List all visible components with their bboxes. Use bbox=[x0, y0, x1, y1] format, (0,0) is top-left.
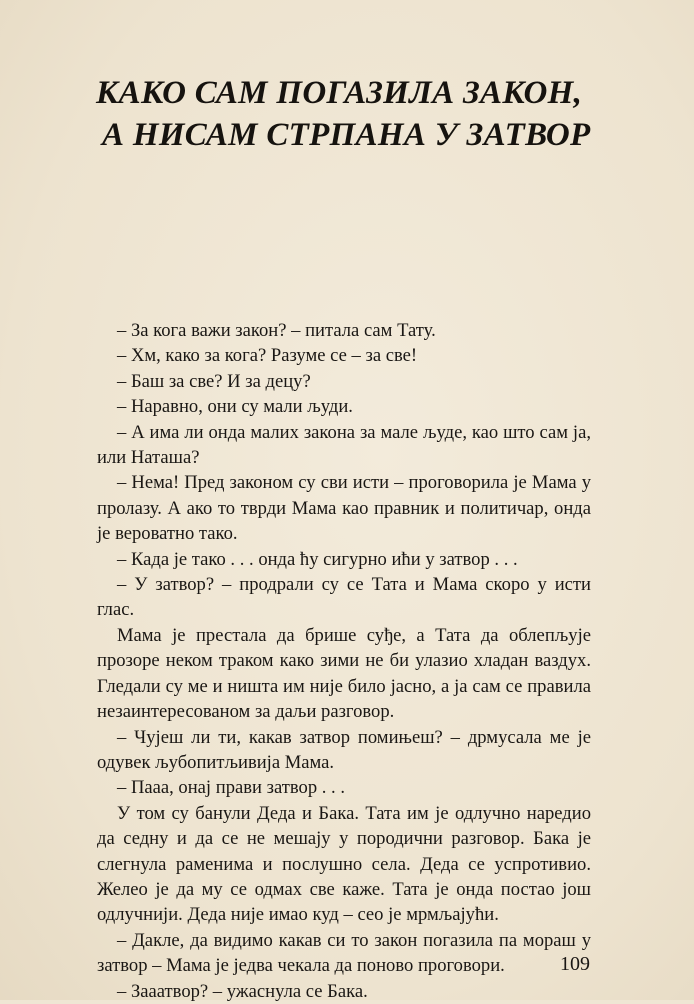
chapter-title-line-2: А НИСАМ СТРПАНА У ЗАТВОР bbox=[102, 117, 591, 153]
chapter-title-line-1: КАКО САМ ПОГАЗИЛА ЗАКОН, bbox=[96, 75, 583, 111]
paragraph: – Чујеш ли ти, какав затвор помињеш? – дрмусала ме је одувек љубопитљивија Мама. bbox=[97, 726, 591, 773]
paragraph: – Када је тако . . . онда ћу сигурно ићи у затвор . . . bbox=[117, 548, 518, 570]
paragraph: – За кога важи закон? – питала сам Тату. bbox=[117, 320, 436, 341]
body-text bbox=[97, 318, 591, 1004]
paragraph: Мама је престала да брише суђе, а Тата да облепљује прозоре неком траком како зими не би улазио хладан ваздух. Гледали су ме и ништа им није било јасно, а ја сам се правила незаинтересованом за даљи разговор. bbox=[97, 624, 591, 723]
paragraph: – Пааа, онај прави затвор . . . bbox=[117, 777, 346, 799]
paragraph: – А има ли онда малих закона за мале људе, као што сам ја, или Наташа? bbox=[97, 421, 591, 469]
paragraph: – У затвор? – продрали су се Тата и Мама скоро у исти глас. bbox=[97, 574, 591, 621]
paragraph: – Хм, како за кога? Разуме се – за све! bbox=[117, 345, 418, 367]
paragraph: У том су банули Деда и Бака. Тата им је одлучно наредио да седну и да се не мешају у породични разговор. Бака је слегнула раменима и послушно села. Деда се успротивио. Желео је да му се одмах све каже. Тата је онда постао још одлучнији. Деда није имао куд – сео је мрмљајући. bbox=[97, 802, 591, 926]
paragraph: – Баш за све? И за децу? bbox=[117, 370, 311, 392]
paragraph: – Дакле, да видимо какав си то закон погазила па мораш у затвор – Мама је једва чекала да поново проговори. bbox=[97, 929, 591, 977]
paragraph: – Наравно, они су мали људи. bbox=[117, 396, 353, 418]
chapter-title bbox=[96, 72, 591, 156]
page-number: 109 bbox=[560, 953, 590, 975]
paragraph: – Зааатвор? – ужаснула се Бака. bbox=[117, 980, 368, 1002]
paragraph: – Нема! Пред законом су сви исти – проговорила је Мама у пролазу. А ако то тврди Мама као правник и политичар, онда је вероватно тако. bbox=[97, 472, 591, 545]
